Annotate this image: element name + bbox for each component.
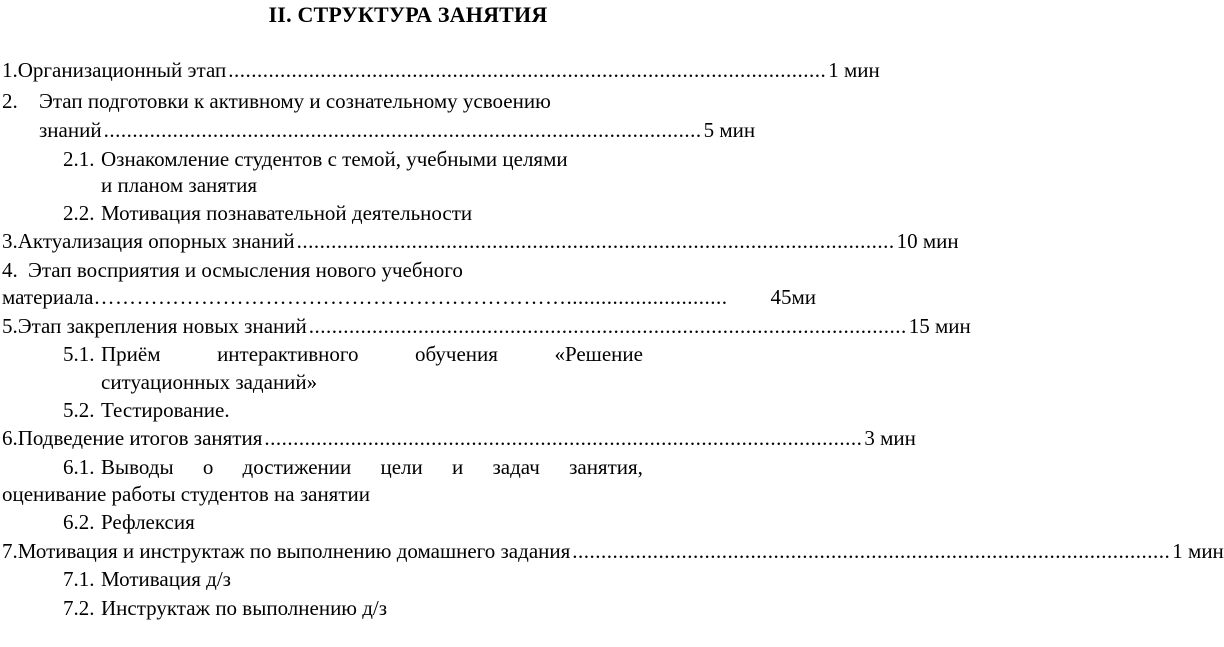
dot-leader: ........................................................................................................ [228, 58, 827, 82]
item-number: 6.1. [63, 455, 95, 479]
dot-leader: ........................................................................................................ [264, 426, 863, 450]
item-label: Инструктаж по выполнению д/з [101, 596, 388, 620]
item-label-line1: Этап подготовки к активному и сознательному усвоению [39, 89, 551, 113]
dot-leader: …………………………………………………………............................ [93, 285, 728, 309]
list-item-1 [2, 57, 880, 83]
item-label-line2: оценивание работы студентов на занятии [2, 482, 370, 506]
item-label-word: «Решение [554, 342, 643, 366]
list-item-6-1 [63, 454, 643, 480]
list-item-2-2 [63, 200, 472, 226]
item-number: 5. [2, 314, 18, 338]
item-time: 45ми [770, 285, 816, 309]
list-item-7-2 [63, 595, 387, 621]
item-time: 15 мин [908, 314, 971, 338]
item-label: Рефлексия [101, 510, 195, 534]
item-time: 1 мин [828, 58, 880, 82]
item-label: Мотивация познавательной деятельности [101, 201, 473, 225]
dot-leader: ........................................................................................................ [572, 539, 1171, 563]
item-label: Организационный этап [17, 58, 227, 82]
dot-leader: ........................................................................................................ [103, 118, 702, 142]
list-item-7 [2, 538, 1224, 564]
item-number: 2. [2, 89, 18, 113]
dot-leader: ........................................................................................................ [308, 314, 907, 338]
item-label: Мотивация д/з [101, 567, 231, 591]
item-label-word: занятия, [569, 455, 643, 479]
item-label: Подведение итогов занятия [17, 426, 263, 450]
list-item-7-1 [63, 566, 231, 592]
item-label-line1: Ознакомление студентов с темой, учебными целями [101, 147, 568, 171]
item-number: 2.2. [63, 201, 95, 225]
item-number: 6. [2, 426, 18, 450]
item-number: 5.1. [63, 342, 95, 366]
item-label-line2: знаний [39, 118, 102, 142]
item-label-word: обучения [415, 342, 498, 366]
item-number: 7. [2, 539, 18, 563]
list-item-2 [2, 88, 551, 114]
item-label-word: и [452, 455, 464, 479]
item-label-word: достижении [242, 455, 352, 479]
list-item-6 [2, 425, 916, 451]
list-item-4-cont [2, 284, 816, 310]
item-number: 1. [2, 58, 18, 82]
dot-leader: ........................................................................................................ [296, 229, 895, 253]
item-number: 2.1. [63, 147, 95, 171]
item-label-line1: Этап восприятия и осмысления нового учебного [28, 258, 463, 282]
list-item-5-1 [63, 341, 643, 367]
item-number: 4. [2, 258, 18, 282]
item-label: Актуализация опорных знаний [17, 229, 295, 253]
item-label-word: Выводы [101, 455, 174, 479]
list-item-2-cont [39, 117, 756, 143]
page-title: II. СТРУКТУРА ЗАНЯТИЯ [268, 2, 548, 27]
list-item-5 [2, 313, 971, 339]
item-number: 3. [2, 229, 18, 253]
item-time: 1 мин [1172, 539, 1224, 563]
list-item-6-2 [63, 509, 195, 535]
item-number: 7.2. [63, 596, 95, 620]
item-label-word: о [202, 455, 214, 479]
item-label-line2: и планом занятия [101, 173, 257, 197]
item-label-word: Приём [101, 342, 161, 366]
item-label: Тестирование. [101, 398, 230, 422]
item-time: 5 мин [703, 118, 756, 142]
item-label-line2: ситуационных заданий» [101, 370, 318, 394]
item-time: 10 мин [896, 229, 959, 253]
item-label-line2: материала [2, 285, 94, 309]
item-label: Этап закрепления новых знаний [17, 314, 307, 338]
item-number: 5.2. [63, 398, 95, 422]
item-label-word: задач [492, 455, 540, 479]
item-number: 7.1. [63, 567, 95, 591]
list-item-5-2 [63, 397, 230, 423]
item-label: Мотивация и инструктаж по выполнению домашнего задания [17, 539, 571, 563]
list-item-4 [2, 257, 463, 283]
item-number: 6.2. [63, 510, 95, 534]
list-item-3 [2, 228, 959, 254]
item-label-word: цели [380, 455, 423, 479]
list-item-2-1 [63, 146, 568, 172]
item-label-word: интерактивного [217, 342, 359, 366]
item-time: 3 мин [864, 426, 916, 450]
